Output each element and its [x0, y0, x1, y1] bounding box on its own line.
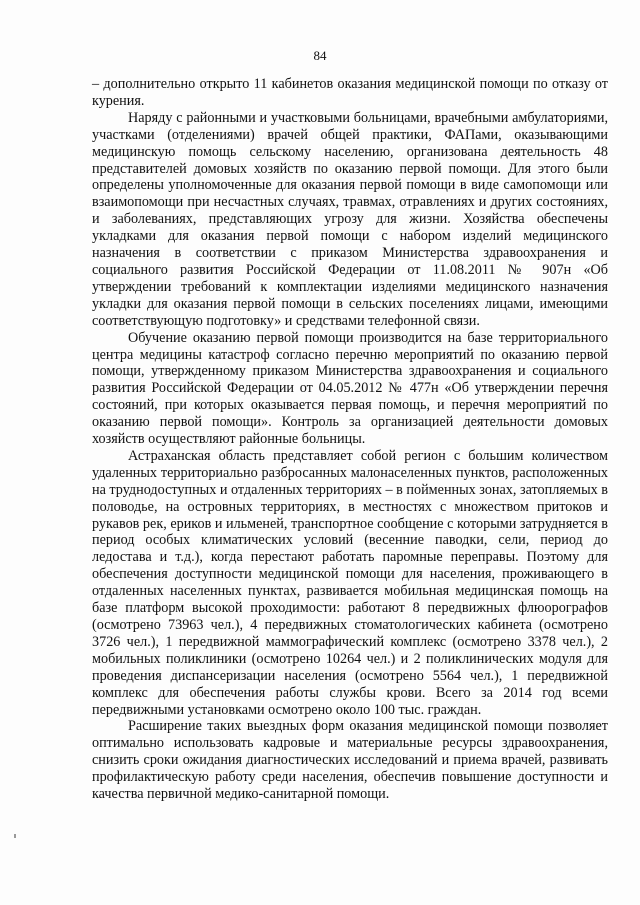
paragraph: – дополнительно открыто 11 кабинетов оказания медицинской помощи по отказу от курения. [92, 76, 608, 109]
paragraph: Расширение таких выездных форм оказания медицинской помощи позволяет оптимально использовать кадровые и материальные ресурсы здравоохранения, снизить сроки ожидания диагностических исследований и приема врачей, развивать профилактическую работу среди населения, обеспечив повышение доступности и качества первичной медико-санитарной помощи. [92, 718, 608, 803]
scan-mark [14, 834, 16, 838]
body-text [92, 76, 608, 803]
paragraph: Наряду с районными и участковыми больницами, врачебными амбулаториями, участками (отделениями) врачей общей практики, ФАПами, оказывающими медицинскую помощь сельскому населению, организована деятельность 48 представителей домовых хозяйств по оказанию первой помощи. Для этого были определены уполномоченные для оказания первой помощи в виде самопомощи или взаимопомощи при несчастных случаях, травмах, отравлениях и других состояниях, и заболеваниях, представляющих угрозу для жизни. Хозяйства обеспечены укладками для оказания первой помощи с набором изделий медицинского назначения в соответствии с приказом Министерства здравоохранения и социального развития Российской Федерации от 11.08.2011 № 907н «Об утверждении требований к комплектации изделиями медицинского назначения укладки для оказания первой помощи в сельских поселениях лицами, имеющими соответствующую подготовку» и средствами телефонной связи. [92, 109, 608, 329]
paragraph: Астраханская область представляет собой регион с большим количеством удаленных территориально разбросанных малонаселенных пунктов, расположенных на труднодоступных и отдаленных территориях – в пойменных зонах, затопляемых в половодье, на островных территориях, в местностях с множеством притоков и рукавов рек, ериков и ильменей, транспортное сообщение с которыми затрудняется в период особых климатических условий (весенние паводки, сели, период до ледостава и т.д.), когда перестают работать паромные переправы. Поэтому для обеспечения доступности медицинской помощи для населения, проживающего в отдаленных населенных пунктах, развивается мобильная медицинская помощь на базе платформ высокой проходимости: работают 8 передвижных флюорографов (осмотрено 73963 чел.), 4 передвижных стоматологических кабинета (осмотрено 3726 чел.), 1 передвижной маммографический комплекс (осмотрено 3378 чел.), 2 мобильных поликлиники (осмотрено 10264 чел.) и 2 поликлинических модуля для проведения диспансеризации населения (осмотрено 5564 чел.), 1 передвижной комплекс для обеспечения работы службы крови. Всего за 2014 год всеми передвижными установками осмотрено около 100 тыс. граждан. [92, 447, 608, 718]
page-number: 84 [313, 48, 327, 63]
paragraph: Обучение оказанию первой помощи производится на базе территориального центра медицины катастроф согласно перечню мероприятий по оказанию первой помощи, утвержденному приказом Министерства здравоохранения и социального развития Российской Федерации от 04.05.2012 № 477н «Об утверждении перечня состояний, при которых оказывается первая помощь, и перечня мероприятий по оказанию первой помощи». Контроль за организацией деятельности домовых хозяйств осуществляют районные больницы. [92, 329, 608, 448]
